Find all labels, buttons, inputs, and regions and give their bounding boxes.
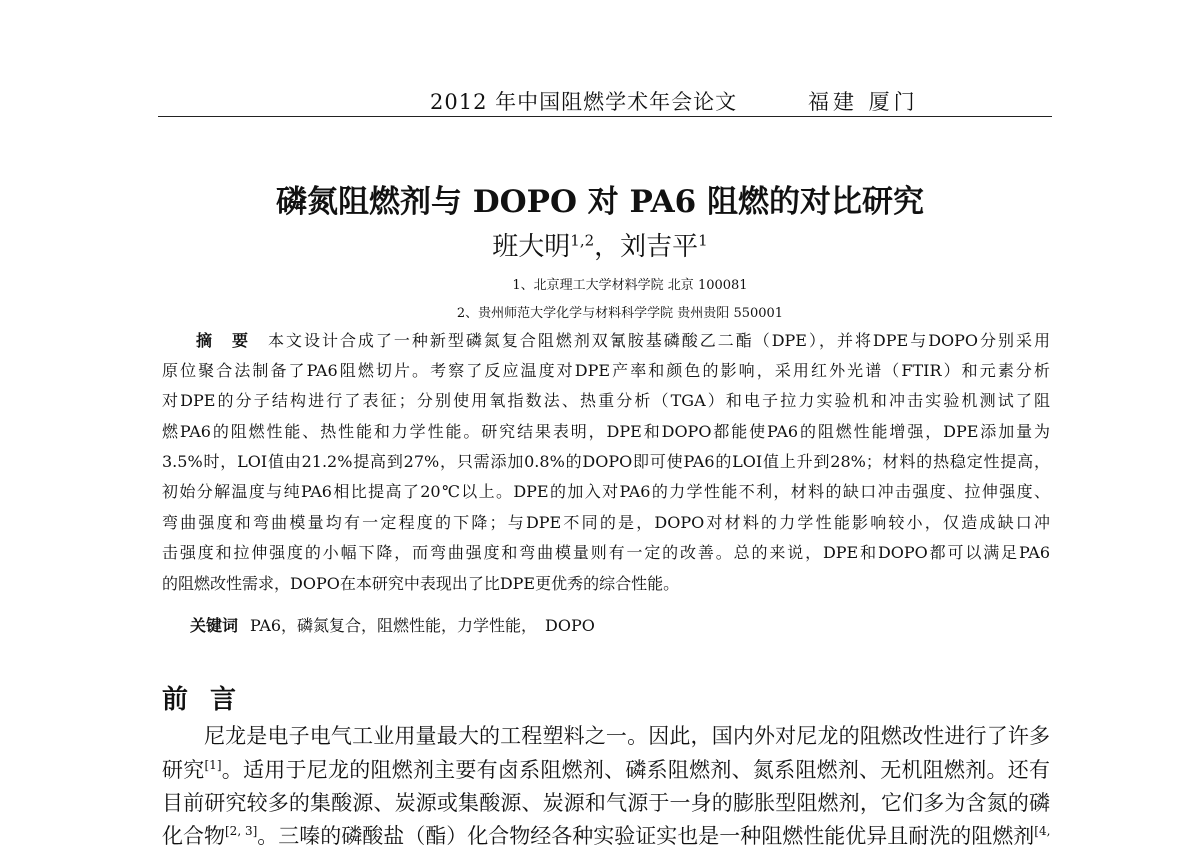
citation-mark: [2, 3] xyxy=(225,824,258,838)
abstract-line: 初始分解温度与纯PA6相比提高了20℃以上。DPE的加入对PA6的力学性能不利，材料的缺口冲击强度、拉伸强度、 xyxy=(162,482,1050,501)
abstract-line: 击强度和拉伸强度的小幅下降，而弯曲强度和弯曲模量则有一定的改善。总的来说，DPE和DOPO都可以满足PA6 xyxy=(162,543,1050,562)
affiliation-1: 1、北京理工大学材料学院 北京 100081 xyxy=(512,278,748,293)
abstract-line: 弯曲强度和弯曲模量均有一定程度的下降；与DPE不同的是，DOPO对材料的力学性能影响较小，仅造成缺口冲 xyxy=(162,513,1050,532)
author-name: 刘吉平 xyxy=(620,232,699,262)
body-line: 尼龙是电子电气工业用量最大的工程塑料之一。因此，国内外对尼龙的阻燃改性进行了许多 xyxy=(204,724,1050,748)
running-header-location: 福建 厦门 xyxy=(808,90,919,114)
author-name: 班大明 xyxy=(492,232,571,262)
author-separator: ， xyxy=(594,232,621,262)
body-line: 研究[1]。适用于尼龙的阻燃剂主要有卤系阻燃剂、磷系阻燃剂、氮系阻燃剂、无机阻燃剂。还有 xyxy=(162,758,1051,782)
abstract-line: 对DPE的分子结构进行了表征；分别使用氧指数法、热重分析（TGA）和电子拉力实验机和冲击实验机测试了阻 xyxy=(162,391,1050,410)
citation-mark: [1] xyxy=(204,758,222,772)
header-rule xyxy=(158,116,1052,117)
body-line: 目前研究较多的集酸源、炭源或集酸源、炭源和气源于一身的膨胀型阻燃剂，它们多为含氮的磷 xyxy=(162,791,1050,815)
paper-title: 磷氮阻燃剂与 DOPO 对 PA6 阻燃的对比研究 xyxy=(275,184,925,220)
keywords-text: PA6，磷氮复合，阻燃性能，力学性能， DOPO xyxy=(250,616,595,635)
keywords-label: 关键词 xyxy=(190,616,239,635)
abstract-line: 的阻燃改性需求，DOPO在本研究中表现出了比DPE更优秀的综合性能。 xyxy=(162,574,680,593)
author-affiliation-mark: 1,2 xyxy=(570,231,595,250)
affiliation-2: 2、贵州师范大学化学与材料科学学院 贵州贵阳 550001 xyxy=(456,306,784,321)
abstract-line: 原位聚合法制备了PA6阻燃切片。考察了反应温度对DPE产率和颜色的影响，采用红外光谱（FTIR）和元素分析 xyxy=(162,361,1050,380)
body-line: 化合物[2, 3]。三嗪的磷酸盐（酯）化合物经各种实验证实也是一种阻燃性能优异且耐洗的阻燃剂$^{[4,}$ xyxy=(162,824,1051,848)
keywords-line xyxy=(190,613,595,636)
section-heading: 前言 xyxy=(162,685,259,715)
abstract-line: 3.5%时，LOI值由21.2%提高到27%，只需添加0.8%的DOPO即可使PA6的LOI值上升到28%；材料的热稳定性提高， xyxy=(162,452,1050,471)
running-header-conference: 2012 年中国阻燃学术年会论文 xyxy=(430,90,738,114)
author-affiliation-mark: 1 xyxy=(698,231,708,250)
author-line xyxy=(0,226,1200,263)
abstract-label: 摘 要 xyxy=(196,331,250,350)
abstract-line: 燃PA6的阻燃性能、热性能和力学性能。研究结果表明，DPE和DOPO都能使PA6的阻燃性能增强，DPE添加量为 xyxy=(162,422,1050,441)
citation-mark: [4, xyxy=(1034,824,1051,838)
abstract-line: 摘 要 本文设计合成了一种新型磷氮复合阻燃剂双氰胺基磷酸乙二酯（DPE），并将DPE与DOPO分别采用 xyxy=(196,331,1050,350)
